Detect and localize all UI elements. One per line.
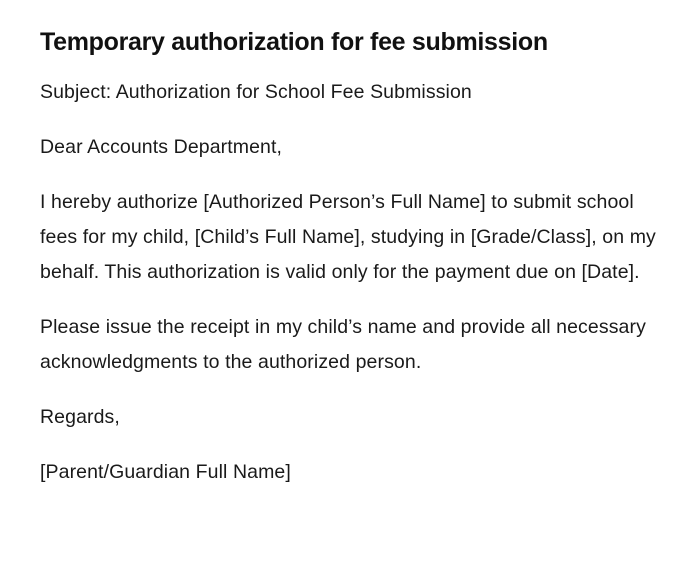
signature-name: [Parent/Guardian Full Name] (40, 461, 291, 483)
document-title: Temporary authorization for fee submission (40, 28, 548, 56)
body-paragraph-receipt: Please issue the receipt in my child’s name and provide all necessary acknowledgments to the authorized person. (40, 316, 646, 373)
subject-line: Subject: Authorization for School Fee Submission (40, 81, 472, 103)
salutation: Dear Accounts Department, (40, 136, 283, 158)
body-paragraph-authorization: I hereby authorize [Authorized Person’s Full Name] to submit school fees for my child, [Child’s Full Name], studying in [Grade/Class], on my behalf. This authorization is valid only for the payment due on [Date]. (40, 191, 656, 283)
closing-line: Regards, (40, 406, 120, 428)
